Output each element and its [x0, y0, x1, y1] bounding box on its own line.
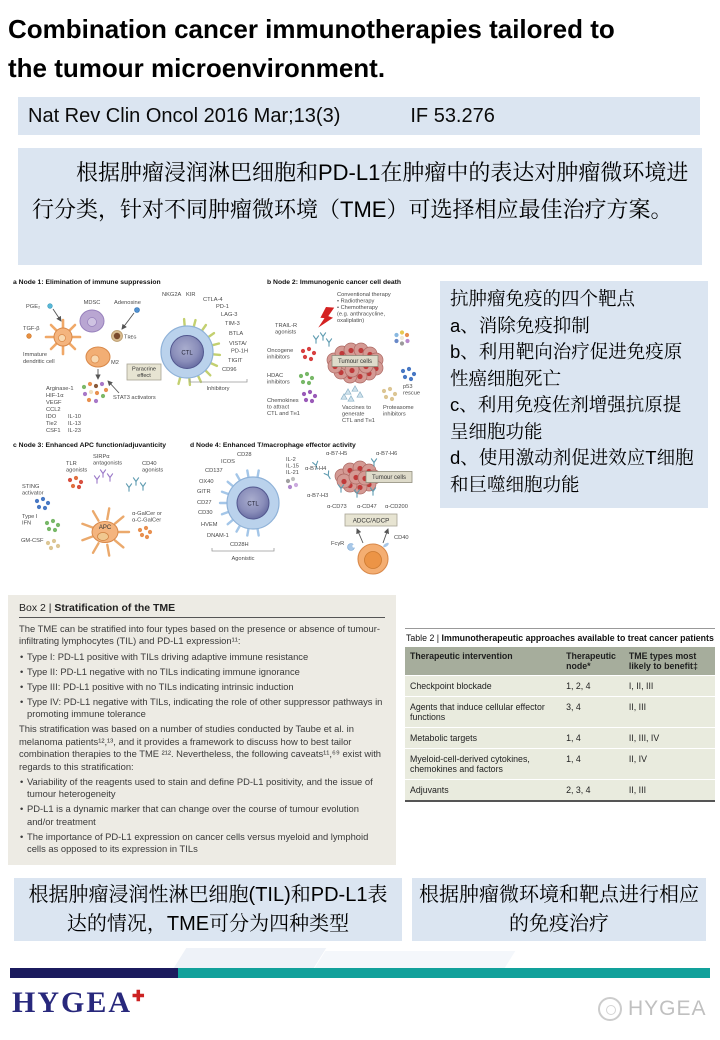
paper-figure [10, 275, 435, 590]
label-hdac-1: HDAC [267, 373, 284, 379]
targets-line-1: 抗肿瘤免疫的四个靶点 [450, 288, 636, 309]
label-treg: Tʀᴇɢ [124, 334, 137, 341]
box2-stratification [8, 595, 396, 865]
label-ctla4: CTLA-4 [203, 297, 223, 303]
cell-tme-3: II, IV [624, 749, 715, 780]
label-tgfb: TGF-β [23, 326, 40, 332]
summary-box [18, 148, 702, 265]
label-cd137: CD137 [205, 468, 223, 474]
tgfb-dot-icon [27, 334, 32, 339]
figure-panel-b [267, 279, 420, 424]
cell-node-2: 1, 4 [561, 728, 624, 749]
agonistic-bracket [212, 548, 274, 551]
targets-annotation-box [440, 281, 708, 508]
hygea-logo-text: HYGEA [12, 986, 133, 1019]
impact-factor: IF 53.276 [410, 104, 495, 127]
label-tigit: TIGIT [228, 358, 243, 364]
cell-node-0: 1, 2, 4 [561, 676, 624, 697]
footer-bar-navy [10, 968, 178, 978]
footer-watermark-shape-2 [315, 951, 516, 968]
footer-bar-teal [178, 968, 710, 978]
box2-type-4: • Type IV: PD-L1 negative with TILs, indicating the role of other suppressor pathways in promoting immune tolerance [19, 696, 385, 721]
tumour-cells-label-box-d [366, 472, 412, 483]
label-btla: BTLA [229, 331, 244, 337]
label-cd40-d: CD40 [394, 535, 409, 541]
cell-node-1: 3, 4 [561, 697, 624, 728]
box2-intro: The TME can be stratified into four types based on the presence or absence of tumour-infiltrating lymphocytes (TIL) and PD-L1 expression¹¹: [19, 623, 380, 647]
label-galcer-1: α-GalCer or [132, 511, 162, 517]
box2-middle: This stratification was based on a number of studies conducted by Taube et al. in melanoma patients¹²,¹³, and it provides a framework to discuss how to best tailor combination therapies to the TME ²¹². Nevertheless, the following caveats¹¹,⁶⁹ exist with regards to this stratification: [19, 723, 382, 772]
lightning-bolt-icon [317, 304, 336, 331]
label-ab-b7h6: α-B7-H6 [376, 451, 398, 457]
label-hdac-2: inhibitors [267, 379, 290, 386]
figure-panel-c [13, 442, 166, 556]
immature-dendritic-cell-icon [46, 320, 80, 354]
cell-tme-1: II, III [624, 697, 715, 728]
label-ifn-1: Type I [22, 514, 38, 520]
table-row [405, 780, 715, 802]
arrow-pge2-dc [53, 309, 61, 321]
label-il2: IL-2 [286, 457, 296, 463]
label-il23: IL-23 [68, 428, 81, 434]
fcyr-receptor-icon [348, 544, 356, 551]
label-ido: IDO [46, 414, 57, 420]
galcer-dots [138, 526, 152, 539]
journal-reference-bar [18, 97, 700, 135]
label-gitr: GITR [197, 489, 211, 495]
label-gmcsf: GM-CSF [21, 538, 44, 544]
cd40-receptor-icon [383, 542, 390, 548]
proteasome-inhibitor-dots [382, 387, 397, 401]
ctl-cell-d-icon [220, 471, 279, 536]
label-immature-dc-2: dendritic cell [23, 359, 55, 365]
label-conv-3: (e.g. anthracycline, [337, 311, 386, 318]
caption-left: 根据肿瘤浸润性淋巴细胞(TIL)和PD-L1表达的情况，TME可分为四种类型 [14, 878, 402, 941]
label-pge2: PGE₂ [26, 304, 41, 310]
targets-line-5: d、使用激动剂促进效应T细胞和巨噬细胞功能 [450, 447, 694, 495]
box2-caveat-2: • PD-L1 is a dynamic marker that can change over the course of tumour evolution and/or treatment [19, 803, 385, 828]
box2-title-prefix: Box 2 | [19, 602, 55, 614]
table-row [405, 728, 715, 749]
cell-tme-4: II, III [624, 780, 715, 802]
cell-intervention-3: Myeloid-cell-derived cytokines, chemokines and factors [405, 749, 561, 780]
label-cd28h: CD28H [230, 542, 249, 548]
label-chemokines-2: to attract [267, 404, 290, 411]
label-m2: M2 [111, 360, 119, 366]
label-sting-2: activator [22, 490, 44, 497]
label-cd27: CD27 [197, 500, 212, 506]
cell-node-4: 2, 3, 4 [561, 780, 624, 802]
label-ab-cd200: α-CD200 [385, 504, 408, 510]
hdac-inhibitor-dots [299, 372, 314, 385]
label-il15: IL-15 [286, 463, 299, 470]
tlr-agonist-dots [68, 476, 83, 489]
label-kir: KIR [186, 292, 196, 298]
box2-title-text: Stratification of the TME [54, 602, 176, 614]
logo-cross-icon: ✚ [132, 989, 145, 1005]
box2-caveat-list [19, 776, 385, 855]
cell-intervention-4: Adjuvants [405, 780, 561, 802]
label-sirpa-2: antagonists [93, 460, 123, 467]
label-trailr-2: agonists [275, 329, 297, 336]
cell-node-3: 1, 4 [561, 749, 624, 780]
panel-c-title: c Node 3: Enhanced APC function/adjuvanticity [13, 442, 167, 449]
cell-tme-2: II, III, IV [624, 728, 715, 749]
box2-type-3: • Type III: PD-L1 positive with no TILs indicating intrinsic induction [19, 681, 385, 693]
label-ccl2: CCL2 [46, 407, 61, 413]
secreted-factor-dots [82, 382, 108, 403]
label-arginase1: Arginase-1 [46, 386, 74, 392]
label-adenosine: Adenosine [114, 300, 141, 306]
label-paracrine-1: Paracrine [132, 366, 156, 373]
journal-citation: Nat Rev Clin Oncol 2016 Mar;13(3) [28, 104, 341, 127]
box2-type-2: • Type II: PD-L1 negative with no TILs indicating immune ignorance [19, 666, 385, 678]
label-sting-1: STING [22, 484, 40, 490]
table2-header-row [405, 647, 715, 676]
label-cd28: CD28 [237, 452, 252, 458]
conventional-therapy-labels [337, 292, 391, 324]
label-ab-b7h4: α-B7-H4 [305, 466, 327, 472]
sirpa-antagonist-icons [94, 470, 112, 483]
label-chemokines-1: Chemokines [267, 398, 299, 404]
label-ctl-d: CTL [247, 501, 259, 508]
label-ab-cd73: α-CD73 [327, 504, 347, 510]
label-vaccines-2: generate [342, 411, 365, 418]
label-trailr-1: TRAIL-R [275, 323, 298, 329]
label-cd30: CD30 [198, 510, 213, 516]
cell-tme-0: I, II, III [624, 676, 715, 697]
label-paracrine-2: effect [137, 373, 151, 379]
title-line-2: the tumour microenvironment. [8, 53, 386, 83]
label-oncogene-2: inhibitors [267, 354, 290, 361]
footer-watermark-shape-1 [174, 948, 326, 968]
sting-activator-dots [35, 497, 50, 510]
label-lag3: LAG-3 [221, 312, 238, 318]
p53-rescue-dots [401, 367, 416, 381]
label-inhibitory: Inhibitory [206, 386, 230, 392]
label-galcer-2: α-C-GalCer [132, 517, 162, 524]
label-vista: VISTA/ [229, 341, 247, 347]
ctl-cell-a-icon [161, 319, 220, 385]
label-nkg2a: NKG2A [162, 292, 182, 298]
label-conv-1: • Radiotherapy [337, 298, 375, 305]
treg-cell-icon [112, 331, 123, 342]
table2-col-tme: TME types most likely to benefit‡ [624, 647, 715, 676]
page-title [8, 10, 714, 88]
label-conv-4: oxaliplatin) [337, 318, 365, 324]
label-cd40ag-2: agonists [142, 467, 164, 474]
label-csf1: CSF1 [46, 428, 61, 434]
label-apc: APC [98, 525, 112, 531]
label-fcyr: FcγR [331, 541, 345, 547]
label-vaccines-1: Vaccines to [342, 405, 371, 411]
label-il21: IL-21 [286, 470, 299, 476]
arrow-macrophage-adcc-right [383, 529, 388, 543]
adenosine-dot-icon [135, 308, 140, 313]
box2-type-1: • Type I: PD-L1 positive with TILs driving adaptive immune resistance [19, 651, 385, 663]
label-cd96: CD96 [222, 367, 237, 373]
table-row [405, 749, 715, 780]
label-agonistic: Agonistic [231, 556, 255, 562]
label-tlr-1: TLR [66, 461, 77, 467]
trailr-antibody-icons [313, 333, 331, 346]
label-tlr-2: agonists [66, 467, 88, 474]
mdsc-cell-icon [80, 310, 104, 332]
label-chemokines-3: CTL and Tʜ1 [267, 411, 300, 417]
label-ab-cd47: α-CD47 [357, 504, 377, 510]
oncogene-inhibitor-dots [301, 347, 316, 361]
panel-b-title: b Node 2: Immunogenic cancer cell death [267, 279, 402, 286]
type1-ifn-dots [45, 519, 60, 532]
figure-panel-d [190, 442, 412, 574]
label-tie2: Tie2 [46, 421, 57, 427]
m2-macrophage-icon [86, 347, 110, 367]
label-conv-0: Conventional therapy [337, 292, 391, 298]
cd40-agonist-icons [126, 478, 145, 491]
cell-intervention-2: Metabolic targets [405, 728, 561, 749]
label-conv-2: • Chemotherapy [337, 305, 378, 311]
table2-title-text: Immunotherapeutic approaches available to treat cancer patients [441, 633, 714, 643]
neoantigen-dot-cluster [394, 330, 409, 345]
vaccine-triangle-icons [341, 386, 363, 401]
label-proteasome-1: Proteasome [383, 405, 414, 411]
arrow-stat3 [108, 381, 119, 393]
targets-line-4: c、利用免疫佐剂增强抗原提呈细胞功能 [450, 394, 682, 442]
apc-cell-icon [82, 508, 129, 555]
summary-text: 根据肿瘤浸润淋巴细胞和PD-L1在肿瘤中的表达对肿瘤微环境进行分类，针对不同肿瘤微环境（TME）可选择相应最佳治疗方案。 [32, 160, 689, 222]
table-row [405, 697, 715, 728]
gmcsf-dots [46, 539, 60, 550]
label-cd40ag-1: CD40 [142, 461, 157, 467]
tumour-cells-label-box-b [332, 356, 378, 367]
cell-intervention-0: Checkpoint blockade [405, 676, 561, 697]
table2-title-prefix: Table 2 | [406, 633, 442, 643]
pge2-dot-icon [48, 304, 53, 309]
box2-caveat-1: • Variability of the reagents used to stain and define PD-L1 positivity, and the issue of tumour heterogeneity [19, 776, 385, 801]
panel-a-title: a Node 1: Elimination of immune suppression [13, 279, 161, 286]
cell-intervention-1: Agents that induce cellular effector functions [405, 697, 561, 728]
box2-type-list [19, 651, 385, 721]
box2-title [19, 602, 385, 618]
arrow-adenosine-treg [122, 313, 134, 329]
label-hif1a: HIF-1α [46, 393, 64, 399]
label-vegf: VEGF [46, 400, 62, 406]
label-p53-1: p53 [403, 384, 413, 390]
box2-caveat-3: • The importance of PD-L1 expression on cancer cells versus myeloid and lymphoid cells as opposed to its expression in TILs [19, 831, 385, 856]
hygea-watermark [598, 997, 707, 1021]
label-p53-2: rescue [403, 390, 421, 397]
targets-line-3: b、利用靶向治疗促进免疫原性癌细胞死亡 [450, 341, 683, 389]
caption-right: 根据肿瘤微环境和靶点进行相应的免疫治疗 [412, 878, 706, 941]
label-ctl-a: CTL [181, 350, 193, 357]
label-il13: IL-13 [68, 421, 81, 427]
targets-line-2: a、消除免疫抑制 [450, 314, 590, 336]
label-stat3: STAT3 activators [113, 395, 156, 401]
suppressive-factor-list [46, 386, 81, 434]
label-hvem: HVEM [201, 522, 218, 528]
chemokine-dots [302, 390, 317, 403]
macrophage-cell-icon [358, 544, 388, 574]
label-adcc: ADCC/ADCP [352, 517, 390, 525]
label-tumour-cells-b: Tumour cells [337, 359, 373, 365]
label-immature-dc-1: Immature [23, 352, 48, 358]
label-proteasome-2: inhibitors [383, 411, 406, 418]
watermark-circle-icon [598, 997, 622, 1021]
label-mdsc: MDSC [83, 300, 101, 306]
adcc-adcp-box [345, 514, 397, 526]
title-line-1: Combination cancer immunotherapies tailored to [8, 14, 615, 44]
interleukin-dots-d [286, 477, 298, 489]
table2-title [405, 629, 715, 647]
label-icos: ICOS [221, 459, 235, 465]
table-row [405, 676, 715, 697]
label-vaccines-3: CTL and Tʜ1 [342, 418, 375, 424]
label-tumour-cells-d: Tumour cells [371, 475, 407, 481]
table2-col-intervention: Therapeutic intervention [405, 647, 561, 676]
label-pd1: PD-1 [216, 304, 229, 310]
label-ab-b7h5: α-B7-H5 [326, 451, 348, 457]
table2-col-node: Therapeutic node* [561, 647, 624, 676]
label-il10: IL-10 [68, 414, 81, 420]
arrow-macrophage-adcc-left [357, 529, 363, 543]
label-tim3: TIM-3 [225, 321, 240, 327]
label-ab-b7h3: α-B7-H3 [307, 493, 329, 499]
paracrine-effect-box [127, 364, 161, 380]
table2 [405, 647, 715, 802]
label-ox40: OX40 [199, 479, 214, 485]
figure-panel-a [13, 279, 248, 434]
label-sirpa-1: SIRPα [93, 454, 110, 460]
watermark-text: HYGEA [628, 997, 707, 1020]
hygea-logo [12, 986, 145, 1020]
panel-d-title: d Node 4: Enhanced T/macrophage effector activity [190, 442, 356, 449]
label-oncogene-1: Oncogene [267, 348, 294, 354]
label-dnam1: DNAM-1 [207, 533, 229, 539]
label-pd1h: PD-1H [231, 348, 249, 355]
table2-container [405, 628, 715, 802]
label-ifn-2: IFN [22, 520, 32, 527]
